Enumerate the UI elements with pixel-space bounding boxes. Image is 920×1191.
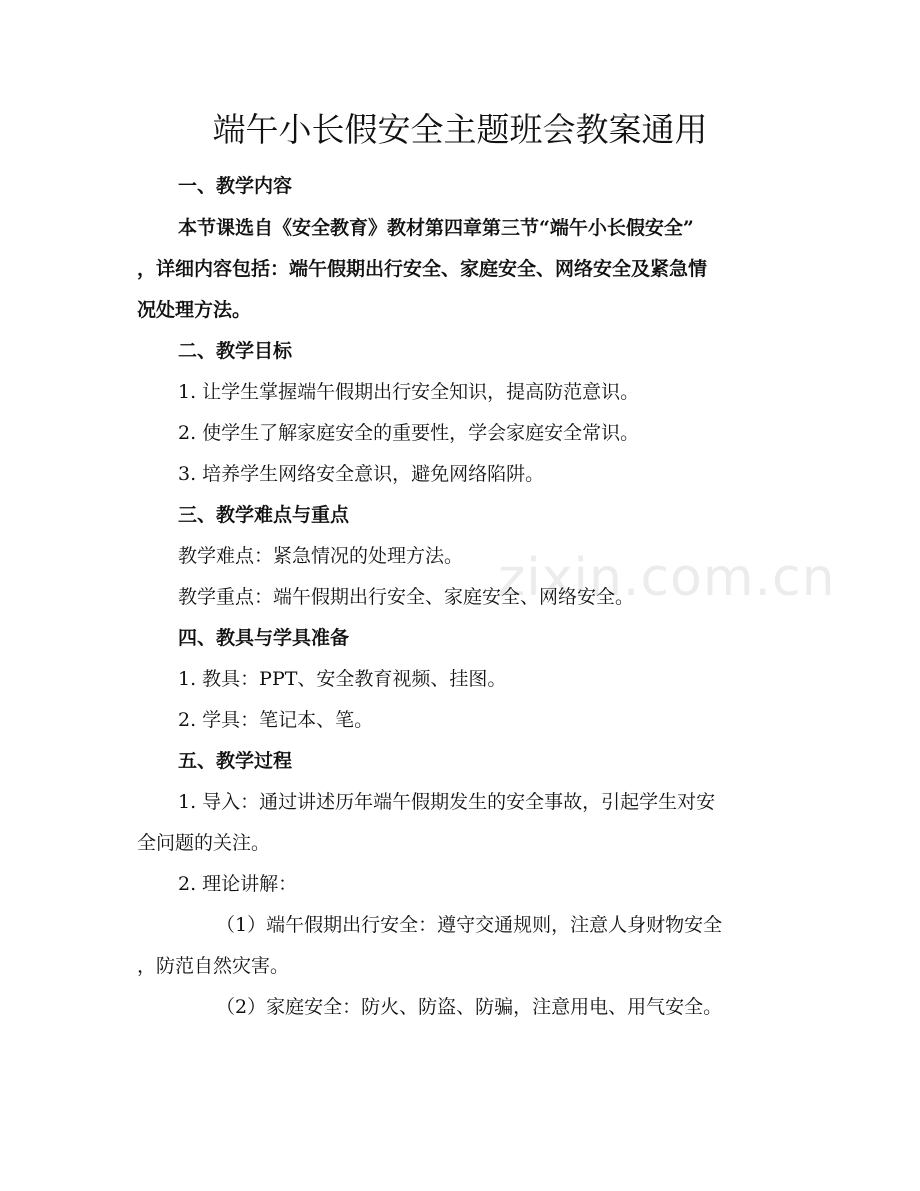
list-item: 2. 学具：笔记本、笔。 bbox=[178, 709, 374, 731]
list-item: 教学难点：紧急情况的处理方法。 bbox=[178, 545, 464, 567]
list-item: 全问题的关注。 bbox=[137, 832, 271, 854]
section-heading-1: 一、教学内容 bbox=[178, 175, 293, 197]
section-heading-2: 二、教学目标 bbox=[178, 340, 293, 362]
list-item: 教学重点：端午假期出行安全、家庭安全、网络安全。 bbox=[178, 586, 635, 608]
sub-list-item: （2）家庭安全：防火、防盗、防骗，注意用电、用气安全。 bbox=[216, 996, 723, 1018]
list-item: 1. 教具：PPT、安全教育视频、挂图。 bbox=[178, 668, 507, 690]
sub-list-item: （1）端午假期出行安全：遵守交通规则，注意人身财物安全 bbox=[216, 914, 723, 936]
list-item: 1. 让学生掌握端午假期出行安全知识，提高防范意识。 bbox=[178, 381, 640, 403]
sub-list-item: ，防范自然灾害。 bbox=[137, 955, 290, 977]
document-title: 端午小长假安全主题班会教案通用 bbox=[212, 110, 708, 149]
watermark: zixin.com.cn bbox=[498, 548, 836, 608]
section-heading-4: 四、教具与学具准备 bbox=[178, 627, 350, 649]
list-item: 3. 培养学生网络安全意识，避免网络陷阱。 bbox=[178, 463, 545, 485]
paragraph-line: 本节课选自《安全教育》教材第四章第三节“端午小长假安全” bbox=[178, 217, 694, 239]
paragraph-line: ，详细内容包括：端午假期出行安全、家庭安全、网络安全及紧急情 bbox=[137, 258, 708, 280]
list-item: 2. 理论讲解： bbox=[178, 873, 298, 895]
section-heading-3: 三、教学难点与重点 bbox=[178, 504, 350, 526]
paragraph-line: 况处理方法。 bbox=[137, 299, 252, 321]
list-item: 2. 使学生了解家庭安全的重要性，学会家庭安全常识。 bbox=[178, 422, 640, 444]
list-item: 1. 导入：通过讲述历年端午假期发生的安全事故，引起学生对安 bbox=[178, 791, 716, 813]
section-heading-5: 五、教学过程 bbox=[178, 750, 293, 772]
